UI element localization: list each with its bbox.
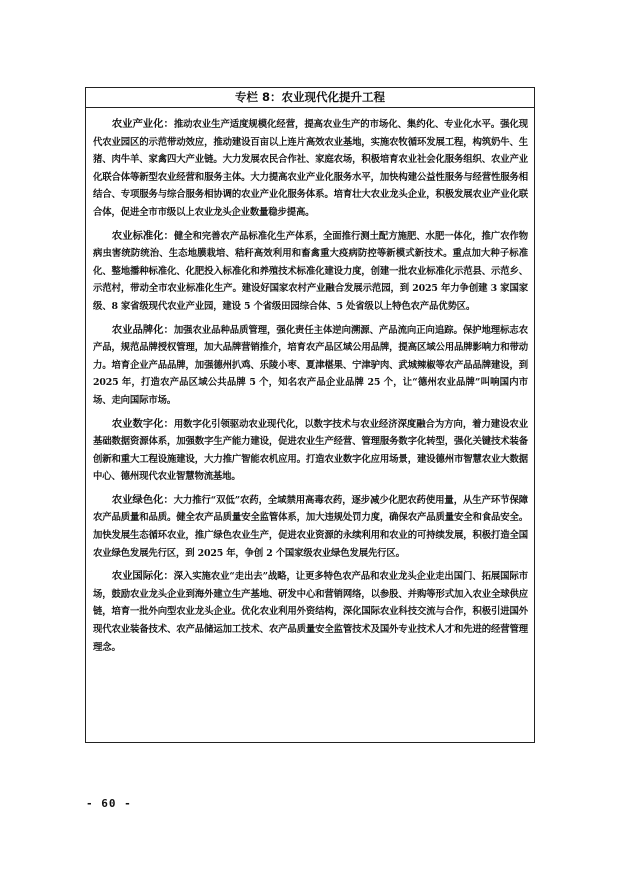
section-lead: 农业标准化：	[111, 229, 174, 242]
feature-box	[85, 87, 535, 743]
section-text: 大力推行“双低”农药，全域禁用高毒农药，逐步减少化肥农药使用量，从生产环节保障农产品质量和品质。健全农产品质量安全监管体系，加大违规处罚力度，确保农产品质量安全和食品安全。加快发展生态循环农业，推广绿色农业生产，促进农业资源的永续利用和农业的可持续发展，积极打造全国农业绿色发展先行区，到 2025 年，争创 2 个国家级农业绿色发展先行区。	[93, 494, 528, 559]
section-industrialization	[93, 116, 528, 222]
section-lead: 农业数字化：	[111, 417, 174, 430]
page-number: - 60 -	[86, 797, 132, 810]
section-text: 推动农业生产适度规模化经营，提高农业生产的市场化、集约化、专业化水平。强化现代农业园区的示范带动效应，推动建设百亩以上连片高效农业基地，实施农牧循环发展工程，构筑奶牛、生猪、肉牛羊、家禽四大产业链。大力发展农民合作社、家庭农场，积极培育农业社会化服务组织、农业产业化联合体等新型农业经营和服务主体。大力提高农业产业化服务水平，加快构建公益性服务与经营性服务相结合、专项服务与综合服务相协调的农业产业化服务体系。培育壮大农业龙头企业，积极发展农业产业化联合体，促进全市市级以上农业龙头企业数量稳步提高。	[93, 119, 528, 218]
section-lead: 农业绿色化：	[111, 493, 174, 506]
section-greening	[93, 492, 528, 562]
section-lead: 农业国际化：	[111, 570, 174, 583]
section-text: 用数字化引领驱动农业现代化，以数字技术与农业经济深度融合为方向，着力建设农业基础数据资源体系，加强数字生产能力建设，促进农业生产经营、管理服务数字化转型，强化关键技术装备创新和重大工程设施建设，大力推广智能农机应用。打造农业数字化应用场景，建设德州市智慧农业大数据中心、德州现代农业智慧物流基地。	[93, 418, 528, 483]
feature-box-title: 专栏 8：农业现代化提升工程	[86, 88, 534, 108]
feature-box-content	[86, 108, 534, 656]
section-lead: 农业产业化：	[111, 118, 174, 130]
section-standardization	[93, 228, 528, 316]
section-text: 深入实施农业“走出去”战略，让更多特色农产品和农业龙头企业走出国门、拓展国际市场，鼓励农业龙头企业到海外建立生产基地、研发中心和营销网络，以参股、并购等形式加入农业全球供应链，培育一批外向型农业龙头企业。优化农业利用外资结构，深化国际农业科技交流与合作，积极引进国外现代农业装备技术、农产品储运加工技术、农产品质量安全监管技术及国外专业技术人才和先进的经营管理理念。	[93, 571, 528, 653]
section-digitalization	[93, 416, 528, 486]
section-branding	[93, 322, 528, 410]
section-internationalization	[93, 568, 528, 656]
section-text: 健全和完善农产品标准化生产体系，全面推行测土配方施肥、水肥一体化，推广农作物病虫害统防统治、生态地膜栽培、秸秆高效利用和畜禽重大疫病防控等新模式新技术。重点加大种子标准化、整地播种标准化、化肥投入标准化和养殖技术标准化建设力度，创建一批农业标准化示范县、示范乡、示范村，带动全市农业标准化生产。建设好国家农村产业融合发展示范园，到 2025 年力争创建 3 家国家级、8 家省级现代农业产业园，建设 5 个省级田园综合体、5 处省级以上特色农产品优势区。	[93, 230, 528, 312]
section-text: 加强农业品种品质管理，强化责任主体逆向溯源、产品流向正向追踪。保护地理标志农产品，规范品牌授权管理，加大品牌营销推介，培育农产品区域公用品牌，提高区域公用品牌影响力和带动力。培育企业产品品牌，加强德州扒鸡、乐陵小枣、夏津椹果、宁津驴肉、武城辣椒等农产品品牌建设，到 2025 年，打造农产品区域公共品牌 5 个，知名农产品企业品牌 25 个，让“德州农业品牌”叫响国内市场、走向国际市场。	[93, 324, 528, 406]
section-lead: 农业品牌化：	[111, 323, 174, 336]
